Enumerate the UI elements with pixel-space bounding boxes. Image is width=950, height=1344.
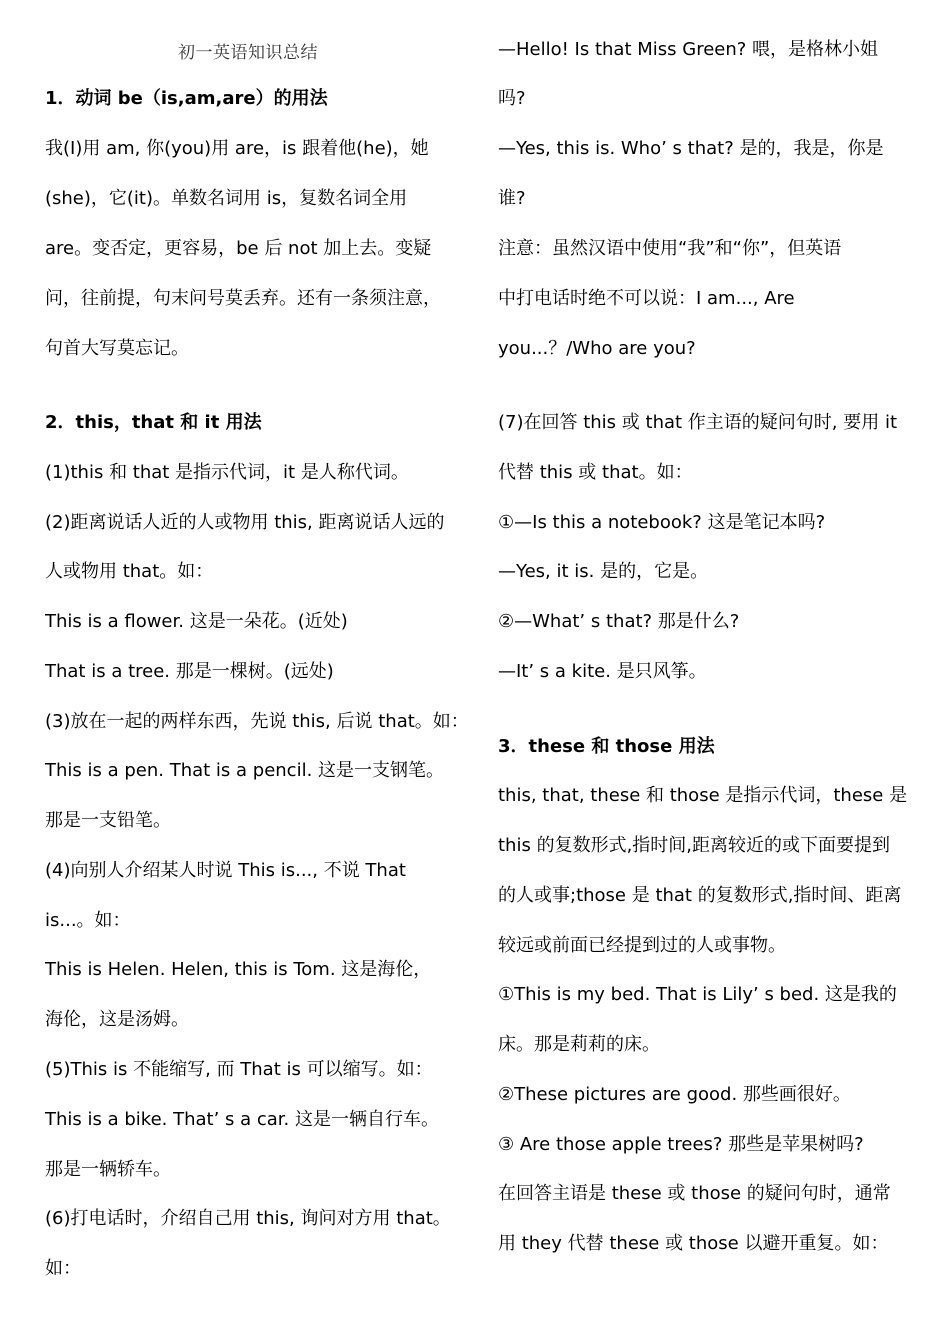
text-line: this 的复数形式,指时间,距离较近的或下面要提到 xyxy=(498,835,891,856)
text-line: 那是一支铅笔。 xyxy=(45,810,171,831)
text-line: 床。那是莉莉的床。 xyxy=(498,1034,660,1055)
text-line: —Yes, this is. Who’ s that? 是的，我是，你是 xyxy=(498,138,884,159)
text-line: (5)This is 不能缩写, 而 That is 可以缩写。如： xyxy=(45,1059,433,1080)
text-line: 如： xyxy=(45,1258,81,1279)
text-line: (4)向别人介绍某人时说 This is..., 不说 That xyxy=(45,860,406,881)
text-line: This is Helen. Helen, this is Tom. 这是海伦， xyxy=(45,959,432,980)
text-line: 人或物用 that。如： xyxy=(45,561,214,582)
text-line: is...。如： xyxy=(45,910,131,931)
text-line: ①This is my bed. That is Lily’ s bed. 这是我的 xyxy=(498,984,897,1005)
section-heading: 3．these 和 those 用法 xyxy=(498,736,715,757)
text-line: are。变否定，更容易，be 后 not 加上去。变疑 xyxy=(45,238,432,259)
text-line: (2)距离说话人近的人或物用 this, 距离说话人远的 xyxy=(45,512,445,533)
text-line: this, that, these 和 those 是指示代词，these 是 xyxy=(498,785,908,806)
page-title: 初一英语知识总结 xyxy=(178,43,318,63)
text-line: (3)放在一起的两样东西，先说 this, 后说 that。如： xyxy=(45,711,469,732)
section-heading: 1．动词 be（is,am,are）的用法 xyxy=(45,88,328,109)
text-line: 在回答主语是 these 或 those 的疑问句时，通常 xyxy=(498,1183,891,1204)
text-line: 代替 this 或 that。如： xyxy=(498,462,693,483)
text-line: (she)，它(it)。单数名词用 is，复数名词全用 xyxy=(45,188,408,209)
text-line: —It’ s a kite. 是只风筝。 xyxy=(498,661,707,682)
text-line: This is a pen. That is a pencil. 这是一支钢笔。 xyxy=(45,760,445,781)
text-line: you...？/Who are you? xyxy=(498,338,696,359)
text-line: —Hello! Is that Miss Green? 喂，是格林小姐 xyxy=(498,39,879,60)
text-line: This is a bike. That’ s a car. 这是一辆自行车。 xyxy=(45,1109,439,1130)
text-line: 问，往前提，句末问号莫丢弃。还有一条须注意， xyxy=(45,288,441,309)
text-line: This is a flower. 这是一朵花。(近处) xyxy=(45,611,348,632)
text-line: 我(I)用 am, 你(you)用 are，is 跟着他(he)，她 xyxy=(45,138,429,159)
text-line: ②—What’ s that? 那是什么? xyxy=(498,611,740,632)
text-line: 的人或事;those 是 that 的复数形式,指时间、距离 xyxy=(498,885,902,906)
text-line: —Yes, it is. 是的，它是。 xyxy=(498,561,709,582)
text-line: 吗? xyxy=(498,88,526,109)
text-line: 用 they 代替 these 或 those 以避开重复。如： xyxy=(498,1233,889,1254)
text-line: 较远或前面已经提到过的人或事物。 xyxy=(498,935,786,956)
text-line: (7)在回答 this 或 that 作主语的疑问句时, 要用 it xyxy=(498,412,898,433)
text-line: 句首大写莫忘记。 xyxy=(45,338,189,359)
section-heading: 2．this，that 和 it 用法 xyxy=(45,412,262,433)
text-line: ②These pictures are good. 那些画很好。 xyxy=(498,1084,851,1105)
text-line: 海伦，这是汤姆。 xyxy=(45,1009,189,1030)
text-line: 中打电话时绝不可以说：I am..., Are xyxy=(498,288,795,309)
text-line: 谁? xyxy=(498,188,526,209)
text-line: (1)this 和 that 是指示代词，it 是人称代词。 xyxy=(45,462,409,483)
text-line: That is a tree. 那是一棵树。(远处) xyxy=(45,661,334,682)
text-line: ①—Is this a notebook? 这是笔记本吗? xyxy=(498,512,826,533)
text-line: ③ Are those apple trees? 那些是苹果树吗? xyxy=(498,1134,864,1155)
text-line: 那是一辆轿车。 xyxy=(45,1159,171,1180)
text-line: (6)打电话时，介绍自己用 this, 询问对方用 that。 xyxy=(45,1208,451,1229)
text-line: 注意：虽然汉语中使用“我”和“你”，但英语 xyxy=(498,238,842,259)
